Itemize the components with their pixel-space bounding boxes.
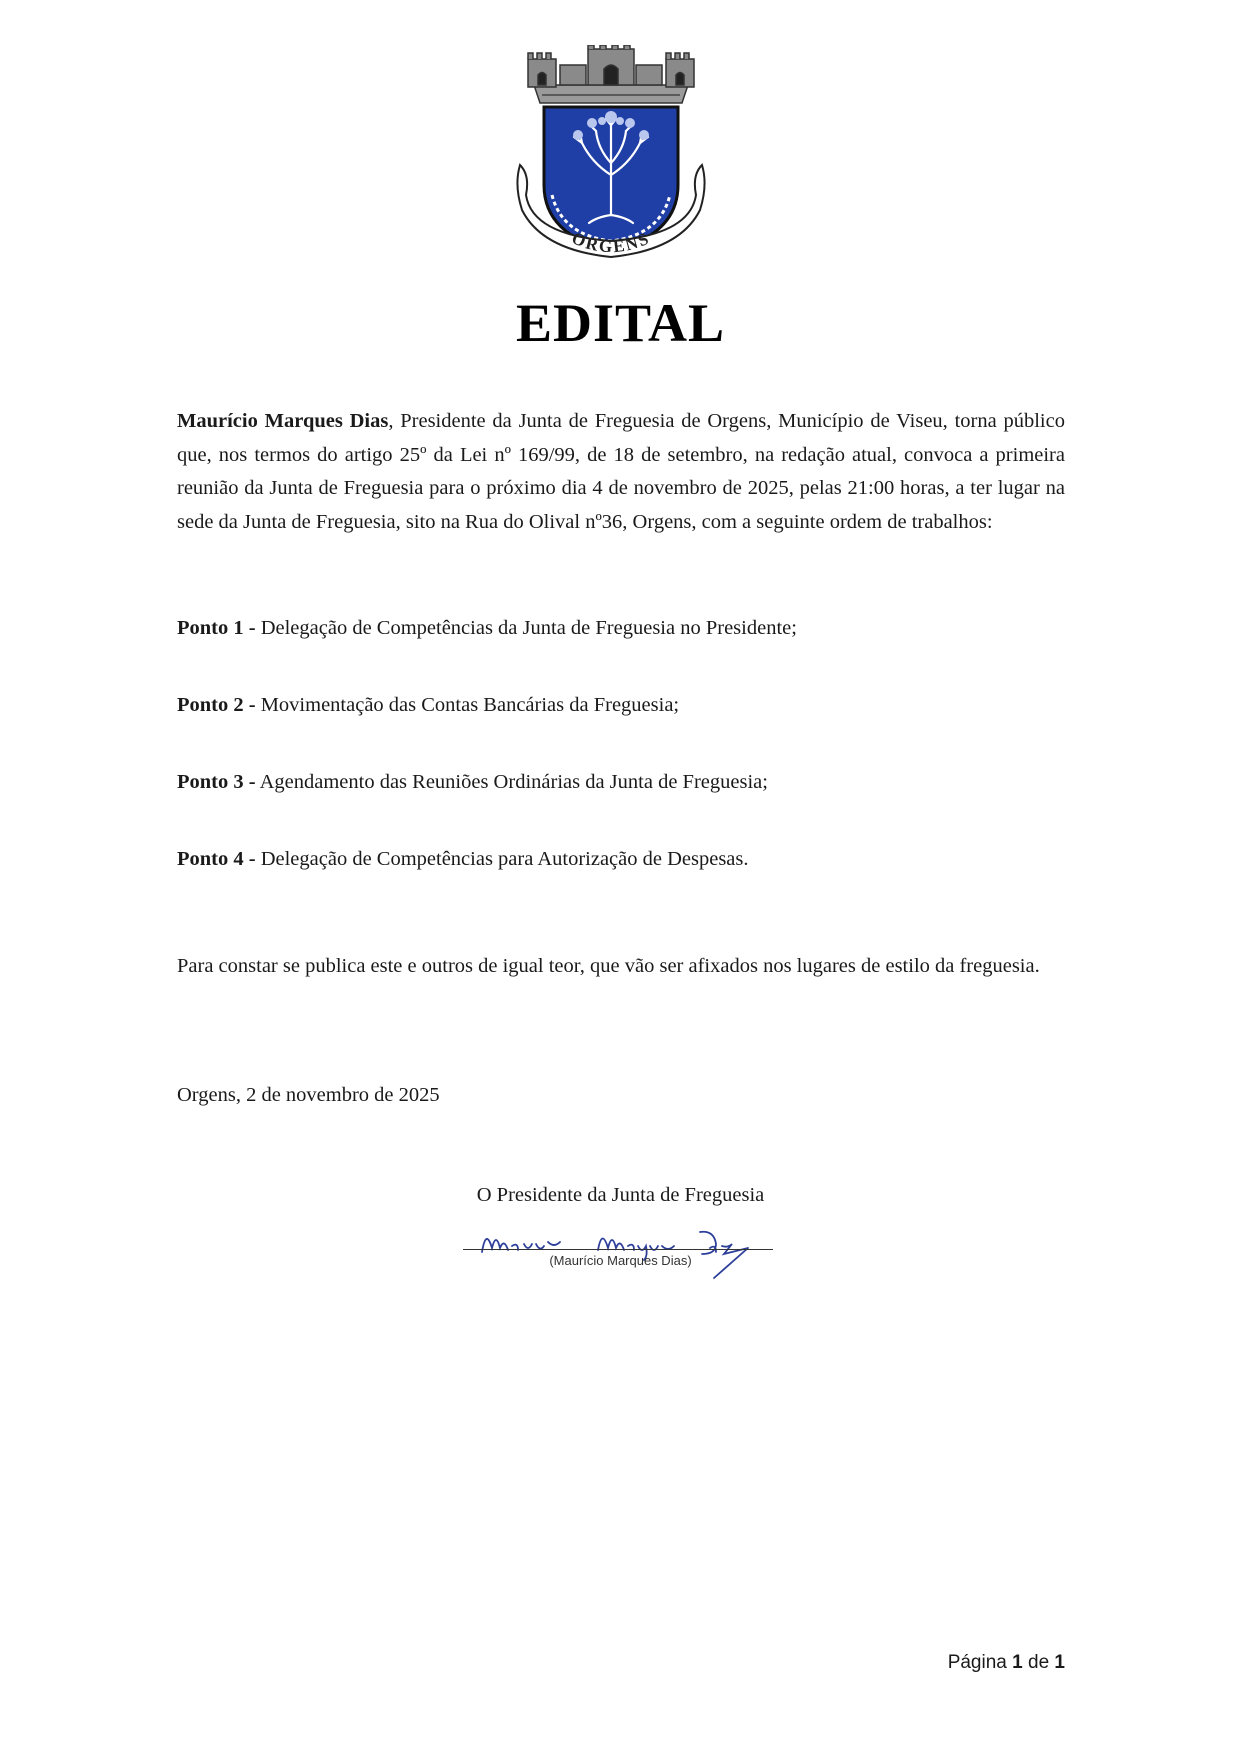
point-text: Movimentação das Contas Bancárias da Freguesia; <box>255 694 680 716</box>
page-number <box>948 1652 1065 1674</box>
signatory-role: O Presidente da Junta de Freguesia <box>476 1184 765 1206</box>
page-current: 1 <box>1012 1652 1023 1673</box>
agenda-point <box>177 766 1065 799</box>
point-label: Ponto 1 - <box>177 617 256 639</box>
mural-crown <box>528 45 694 103</box>
intro-paragraph <box>177 405 1065 539</box>
date-line: Orgens, 2 de novembro de 2025 <box>177 1084 440 1106</box>
agenda-point <box>177 689 1065 722</box>
point-text: Agendamento das Reuniões Ordinárias da Junta de Freguesia; <box>255 771 768 793</box>
signature-line <box>463 1249 773 1250</box>
printed-signatory-name: (Maurício Marques Dias) <box>549 1253 692 1268</box>
point-label: Ponto 2 - <box>177 694 256 716</box>
page-total: 1 <box>1054 1652 1065 1673</box>
intro-text: , Presidente da Junta de Freguesia de Orgens, Município de Viseu, torna público que, nos termos do artigo 25º da Lei nº 169/99, de 18 de setembro, na redação atual, convoca a primeira reunião da Junta de Freguesia para o próximo dia 4 de novembro de 2025, pelas 21:00 horas, a ter lugar na sede da Junta de Freguesia, sito na Rua do Olival nº36, Orgens, com a seguinte ordem de trabalhos: <box>177 410 1065 533</box>
point-label: Ponto 4 - <box>177 848 256 870</box>
page-prefix: Página <box>947 1652 1013 1673</box>
point-text: Delegação de Competências da Junta de Freguesia no Presidente; <box>255 617 797 639</box>
parish-coat-of-arms <box>512 45 710 270</box>
agenda-point <box>177 843 1065 876</box>
point-text: Delegação de Competências para Autorização de Despesas. <box>255 848 749 870</box>
parish-name-text: ORGENS <box>569 228 653 257</box>
author-name: Maurício Marques Dias <box>177 410 389 432</box>
closing-paragraph: Para constar se publica este e outros de igual teor, que vão ser afixados nos lugares de estilo da freguesia. <box>177 955 1040 977</box>
point-label: Ponto 3 - <box>177 771 256 793</box>
document-title: EDITAL <box>515 293 726 353</box>
agenda-point <box>177 612 1065 645</box>
page-middle: de <box>1022 1652 1055 1673</box>
